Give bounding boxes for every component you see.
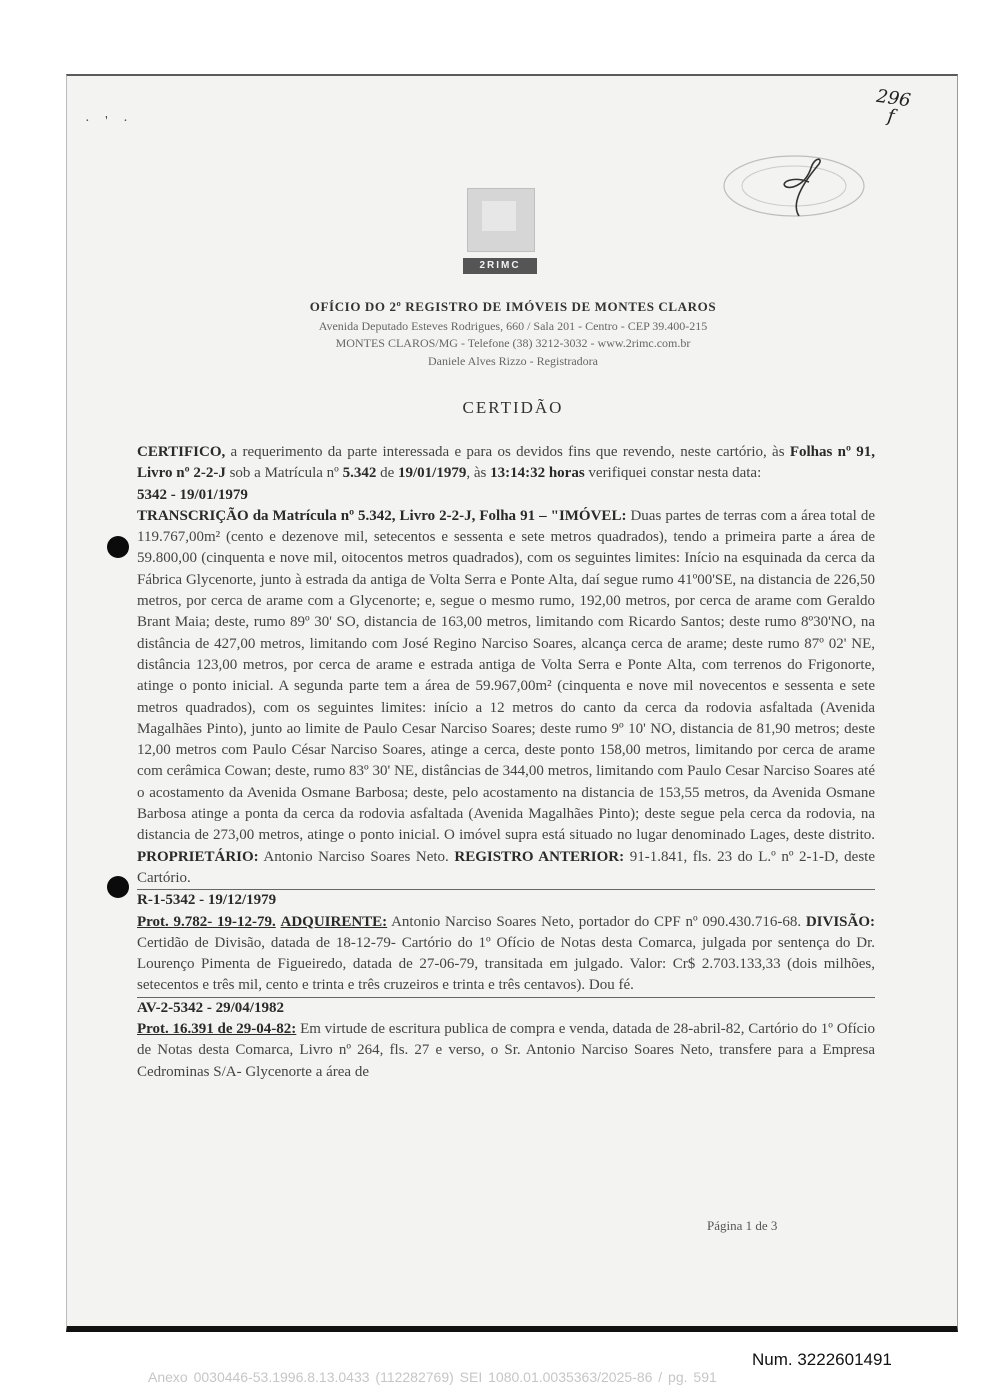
office-address: Avenida Deputado Esteves Rodrigues, 660 / Sala 201 - Centro - CEP 39.400-215	[318, 319, 708, 333]
registry-logo	[463, 188, 537, 276]
scan-corner-marks: · ' ·	[85, 114, 134, 129]
r1-header: R-1-5342 - 19/12/1979	[137, 892, 277, 909]
punch-hole	[107, 876, 129, 898]
page-number: Página 1 de 3	[707, 1218, 778, 1233]
certificate-body	[137, 442, 875, 1083]
transcricao-paragraph: TRANSCRIÇÃO da Matrícula nº 5.342, Livro 2-2-J, Folha 91 – "IMÓVEL: Duas partes de terras com a área total de 119.767,00m² (cento e dezenove mil, setecentos e sessenta e sete metros quadrados), tendo a primeira parte a área de 59.800,00 (cinquenta e nove mil, oitocentos metros quadrados), com os seguintes limites: Início na esquinada da cerca da Fábrica Glycenorte, junto à estrada da antiga de Volta Serra e Ponte Alta, daí segue rumo 41º00'SE, na distancia de 226,50 metros, por cerca de arame com a Glycenorte; e, segue o mesmo rumo, 192,00 metros, por cerca de arame com Geraldo Brant Maia; deste, rumo 89º 30' SO, distancia de 163,00 metros, limitando com Ricardo Santos; deste rumo 8º30'NO, na distância de 427,00 metros, limitando com José Regino Narciso Soares, alcança cerca de arame; deste rumo 87º 02' NE, distância 123,00 metros, por cerca de arame e estrada antiga de Volta Serra e Ponte Alta, com terrenos do Frigonorte, atinge o ponto inicial. A segunda parte tem a área de 59.967,00m² (cinquenta e nove mil novecentos e sessenta e sete metros quadrados), com os seguintes limites: início a 12 metros do canto da cerca da rodovia asfaltada (Avenida Magalhães Pinto), junto ao limite de Paulo Cesar Narciso Soares; deste rumo 9º 10' NO, distancia de 81,90 metros; deste 12,00 metros com Paulo César Narciso Soares, atinge a cerca, deste ponto 158,00 metros, limitando por cerca de arame com cerâmica Cowan; deste, rumo 83º 30' NE, distâncias de 344,00 metros, limitando com Paulo Cesar Narciso Soares até o acostamento da Avenida Osmane Barbosa; deste, pelo acostamento na distancia de 153,55 metros, da Avenida Osmane Barbosa atinge a ponta da cerca da rodovia asfaltada (Avenida Magalhães Pinto); deste segue pela cerca da rodovia, na distancia de 273,00 metros, atinge o ponto inicial. O imóvel supra está situado no lugar denominado Lages, deste distrito. PROPRIETÁRIO: Antonio Narciso Soares Neto. REGISTRO ANTERIOR: 91-1.841, fls. 23 do L.º nº 2-1-D, deste Cartório.	[137, 506, 875, 890]
office-contact: MONTES CLAROS/MG - Telefone (38) 3212-3032 - www.2rimc.com.br	[335, 336, 691, 350]
document-title: CERTIDÃO	[462, 398, 564, 417]
logo-text: 2RIMC	[463, 258, 537, 274]
registry-stamp	[719, 146, 869, 226]
logo-mark	[467, 188, 535, 252]
r1-paragraph: Prot. 9.782- 19-12-79. ADQUIRENTE: Antonio Narciso Soares Neto, portador do CPF nº 090.430.716-68. DIVISÃO: Certidão de Divisão, datada de 18-12-79- Cartório do 1º Ofício de Notas desta Comarca, julgada por sentença do Dr. Lourenço Pimenta de Figueiredo, datada de 27-06-79, transitada em julgado. Valor: Cr$ 2.703.133,33 (dois milhões, setecentos e três mil, cento e trinta e três cruzeiros e trinta e três centavos). Dou fé.	[137, 912, 875, 998]
certifico-paragraph: CERTIFICO, a requerimento da parte interessada e para os devidos fins que revendo, neste cartório, às Folhas nº 91, Livro nº 2-2-J sob a Matrícula nº 5.342 de 19/01/1979, às 13:14:32 horas verifiquei constar nesta data:	[137, 444, 875, 482]
annex-reference: Anexo 0030446-53.1996.8.13.0433 (112282769) SEI 1080.01.0035363/2025-86 / pg. 591	[148, 1369, 717, 1385]
document-num: Num. 3222601491	[752, 1350, 892, 1369]
office-name: OFÍCIO DO 2º REGISTRO DE IMÓVEIS DE MONTES CLAROS	[309, 299, 717, 314]
scanned-page	[66, 74, 958, 1332]
handwritten-page-number: 296 f	[875, 85, 912, 128]
av2-paragraph: Prot. 16.391 de 29-04-82: Em virtude de escritura publica de compra e venda, datada de 28-abril-82, Cartório do 1º Ofício de Notas desta Comarca, Livro nº 264, fls. 27 e verso, o Sr. Antonio Narciso Soares Neto, transfere para a Empresa Cedrominas S/A- Glycenorte a área de	[137, 1021, 876, 1080]
entry-header: 5342 - 19/01/1979	[137, 486, 248, 503]
av2-header: AV-2-5342 - 29/04/1982	[137, 999, 284, 1016]
punch-hole	[107, 536, 129, 558]
registrar-name: Daniele Alves Rizzo - Registradora	[428, 354, 598, 368]
